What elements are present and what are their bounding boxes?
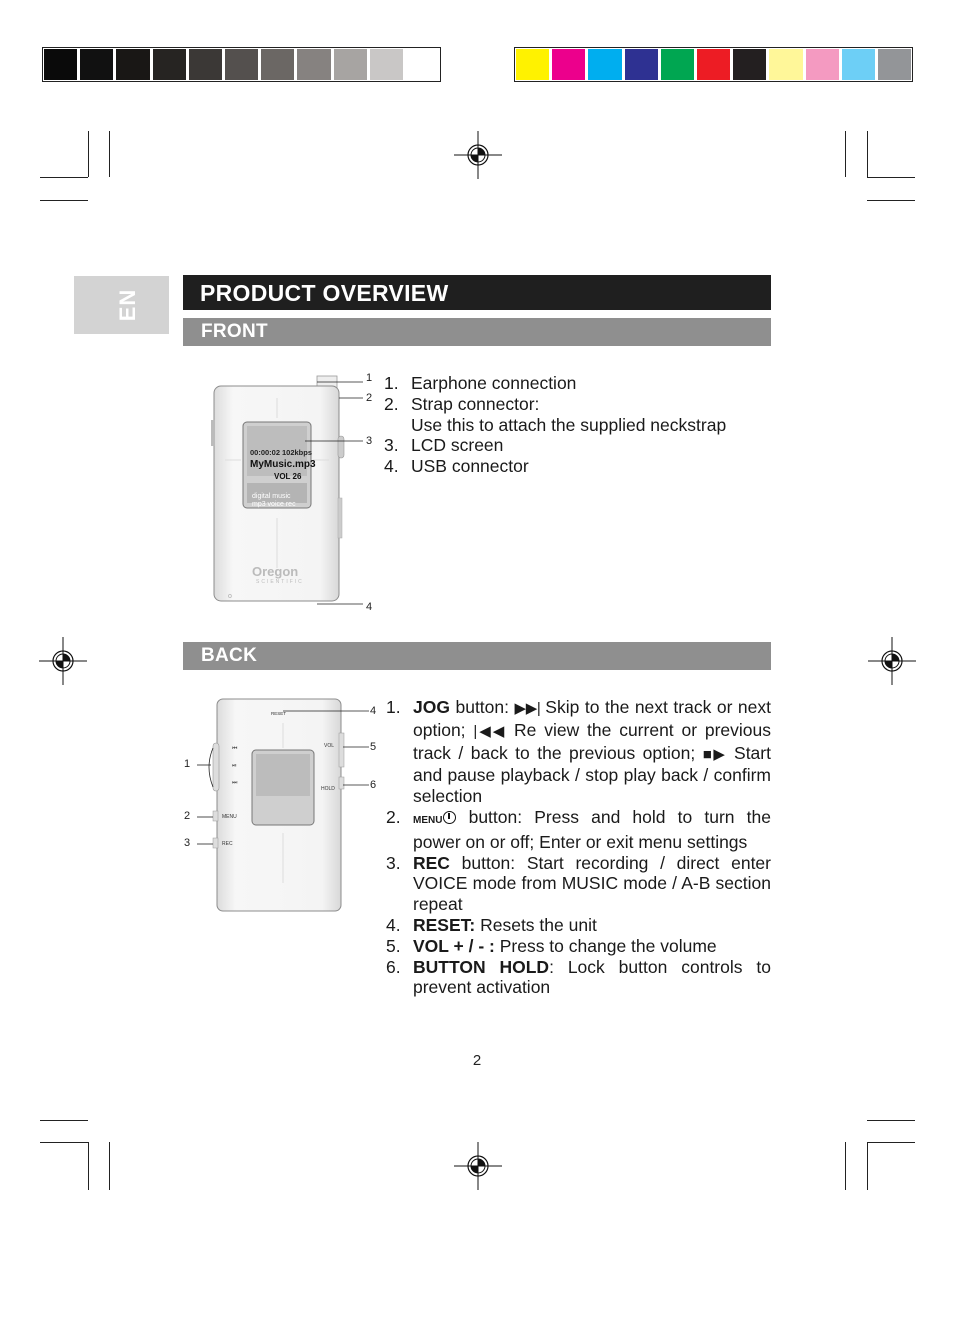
crop-mark (40, 177, 88, 178)
front-brand-line2: mp3 voice rec (252, 501, 296, 508)
back-feature-list (386, 697, 771, 998)
color-swatch (842, 49, 875, 80)
registration-mark-icon (454, 131, 502, 179)
list-item: 4. USB connector (384, 456, 529, 477)
color-swatch (661, 49, 694, 80)
color-swatch (153, 49, 186, 80)
back-reset-label: RESET (271, 711, 287, 716)
skip-forward-icon: ▶▶| (514, 700, 540, 717)
front-heading-bar (183, 318, 771, 346)
registration-mark-icon (454, 1142, 502, 1190)
crop-mark (867, 177, 915, 178)
crop-mark (88, 1142, 89, 1190)
color-swatch (406, 49, 439, 80)
svg-text:⏮: ⏮ (232, 746, 238, 752)
back-callout-2: 2 (184, 810, 191, 822)
menu-label: MENU (413, 814, 443, 826)
list-item: 3. LCD screen (384, 435, 504, 456)
list-item: 4. RESET: Resets the unit (386, 914, 597, 935)
power-icon (443, 811, 456, 824)
color-swatch (552, 49, 585, 80)
front-brand-line1: digital music (252, 493, 291, 500)
back-heading: BACK (201, 645, 258, 666)
color-swatch (189, 49, 222, 80)
color-swatch (697, 49, 730, 80)
crop-mark (109, 131, 110, 177)
color-swatch (588, 49, 621, 80)
color-swatch (80, 49, 113, 80)
color-swatch (334, 49, 367, 80)
crop-mark (845, 1142, 846, 1190)
back-vol-label: VOL (324, 743, 335, 749)
svg-text:o: o (228, 593, 232, 600)
list-item: 2. MENU button: Press and hold to turn the power on or off; Enter or exit menu settings (386, 806, 771, 852)
color-swatch (733, 49, 766, 80)
crop-mark (867, 131, 868, 177)
front-callout-3: 3 (366, 435, 373, 447)
list-item: 2. Strap connector: Use this to attach the supplied neckstrap (384, 393, 727, 435)
back-callout-6: 6 (370, 779, 377, 791)
color-swatch (44, 49, 77, 80)
list-item: 6. BUTTON HOLD: Lock button controls to prevent activation (386, 956, 771, 998)
color-swatch (625, 49, 658, 80)
crop-mark (88, 131, 89, 177)
front-callout-2: 2 (366, 392, 373, 404)
page-title: PRODUCT OVERVIEW (200, 280, 449, 306)
front-callout-4: 4 (366, 601, 373, 613)
skip-back-icon: |◀◀ (473, 722, 507, 740)
language-tab-label: EN (115, 288, 140, 322)
back-callout-4: 4 (370, 705, 377, 717)
back-heading-bar (183, 642, 771, 670)
page-title-bar (183, 275, 771, 310)
color-swatch (516, 49, 549, 80)
back-rec-label: REC (222, 841, 233, 847)
crop-mark (109, 1142, 110, 1190)
back-menu-label: MENU (222, 814, 237, 820)
svg-text:⏭: ⏭ (232, 780, 238, 786)
back-hold-label: HOLD (321, 786, 335, 792)
front-lcd-track: MyMusic.mp3 (250, 459, 316, 470)
crop-mark (867, 200, 915, 201)
front-lcd-time: 00:00:02 (250, 448, 281, 457)
color-swatch (806, 49, 839, 80)
color-swatch (370, 49, 403, 80)
color-swatch (261, 49, 294, 80)
front-logo-sub: SCIENTIFIC (256, 579, 304, 585)
color-swatch (878, 49, 911, 80)
front-lcd-volume: VOL 26 (274, 472, 302, 481)
back-callout-1: 1 (184, 758, 191, 770)
crop-mark (867, 1142, 915, 1143)
crop-mark (867, 1120, 915, 1121)
back-callout-5: 5 (370, 741, 377, 753)
crop-mark (40, 1142, 88, 1143)
color-swatch (116, 49, 149, 80)
color-swatch (769, 49, 802, 80)
language-tab (74, 276, 169, 334)
play-stop-icon: ■▶ (702, 745, 727, 763)
registration-mark-icon (39, 637, 87, 685)
color-swatch (297, 49, 330, 80)
list-item: 1. Earphone connection (384, 373, 577, 393)
list-item: 1. JOG button: ▶▶| Skip to the next track or next option; |◀◀ Re view the current or previous track / back to the previous option; ■▶ Start and pause playback / stop play back / confirm selection (386, 697, 772, 807)
front-callout-1: 1 (366, 372, 373, 384)
front-lcd-bitrate: 102kbps (282, 448, 313, 457)
list-item: 3. REC button: Start recording / direct enter VOICE mode from MUSIC mode / A-B section repeat (386, 852, 771, 915)
back-device-illustration (175, 693, 385, 918)
list-item: 5. VOL + / - : Press to change the volume (386, 935, 717, 956)
front-feature-list (384, 373, 770, 477)
svg-text:⏯: ⏯ (232, 763, 237, 769)
crop-mark (40, 1120, 88, 1121)
front-logo: Oregon (252, 564, 299, 579)
crop-mark (867, 1142, 868, 1190)
back-callout-3: 3 (184, 837, 191, 849)
front-heading: FRONT (201, 321, 268, 342)
registration-mark-icon (868, 637, 916, 685)
crop-mark (40, 200, 88, 201)
page-number: 2 (472, 1052, 482, 1069)
color-swatch (225, 49, 258, 80)
crop-mark (845, 131, 846, 177)
